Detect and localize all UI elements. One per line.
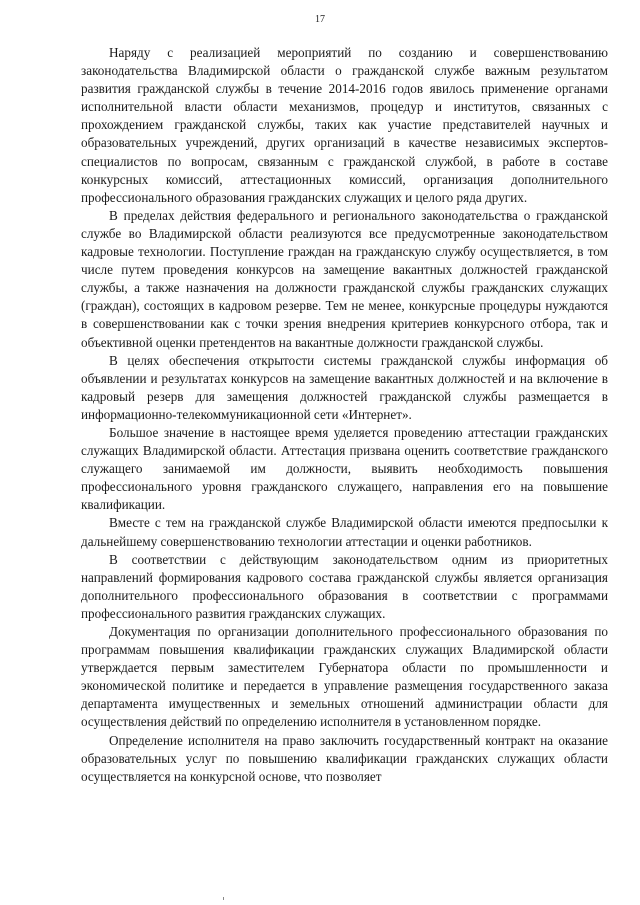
page-number: 17 bbox=[315, 14, 325, 25]
paragraph: Документация по организации дополнительного профессионального образования по программам повышения квалификации гражданских служащих Владимирской области утверждается первым заместителем Губернатора области по промышленности и экономической политике и передается в управление размещения государственного заказа департамента имущественных и земельных отношений администрации области для осуществления действий по определению исполнителя в установленном порядке. bbox=[81, 624, 608, 730]
body-text bbox=[81, 44, 608, 786]
paragraph: В соответствии с действующим законодательством одним из приоритетных направлений формирования кадрового состава гражданской службы является организация дополнительного профессионального образования в соответствии с программами профессионального развития гражданских служащих. bbox=[81, 551, 608, 621]
paragraph: В пределах действия федерального и регионального законодательства о гражданской службе во Владимирской области реализуются все предусмотренные законодательством кадровые технологии. Поступление граждан на гражданскую службу осуществляется, в том числе путем проведения конкурсов на замещение вакантных должностей гражданской службы, а также назначения на должности гражданской службы гражданских служащих (граждан), состоящих в кадровом резерве. Тем не менее, конкурсные процедуры нуждаются в совершенствовании как с точки зрения внедрения критериев конкурсного отбора, так и объективной оценки претендентов на вакантные должности гражданской службы. bbox=[81, 207, 608, 350]
paragraph: В целях обеспечения открытости системы гражданской службы информация об объявлении и результатах конкурсов на замещение вакантных должностей и на включение в кадровый резерв для замещения должностей гражданской службы размещается в информационно-телекоммуникационной сети «Интернет». bbox=[81, 352, 608, 422]
scan-artifact bbox=[223, 897, 224, 900]
paragraph: Определение исполнителя на право заключить государственный контракт на оказание образовательных услуг по повышению квалификации гражданских служащих области осуществляется на конкурсной основе, что позволяет bbox=[81, 732, 608, 784]
paragraph: Большое значение в настоящее время уделяется проведению аттестации гражданских служащих Владимирской области. Аттестация призвана оценить соответствие гражданского служащего занимаемой им должности, выявить необходимость повышения профессионального уровня гражданского служащего, направления его на повышение квалификации. bbox=[81, 424, 608, 513]
paragraph: Наряду с реализацией мероприятий по созданию и совершенствованию законодательства Владимирской области о гражданской службе важным результатом развития гражданской службы в течение 2014-2016 годов явилось применение органами исполнительной власти области механизмов, процедур и институтов, связанных с прохождением гражданской службы, таких как участие представителей научных и образовательных учреждений, других организаций в качестве независимых экспертов-специалистов по вопросам, связанным с гражданской службой, в работе в составе конкурсных комиссий, аттестационных комиссий, организация дополнительного профессионального образования гражданских служащих и целого ряда других. bbox=[81, 45, 608, 205]
paragraph: Вместе с тем на гражданской службе Владимирской области имеются предпосылки к дальнейшему совершенствованию технологии аттестации и оценки работников. bbox=[81, 515, 608, 549]
